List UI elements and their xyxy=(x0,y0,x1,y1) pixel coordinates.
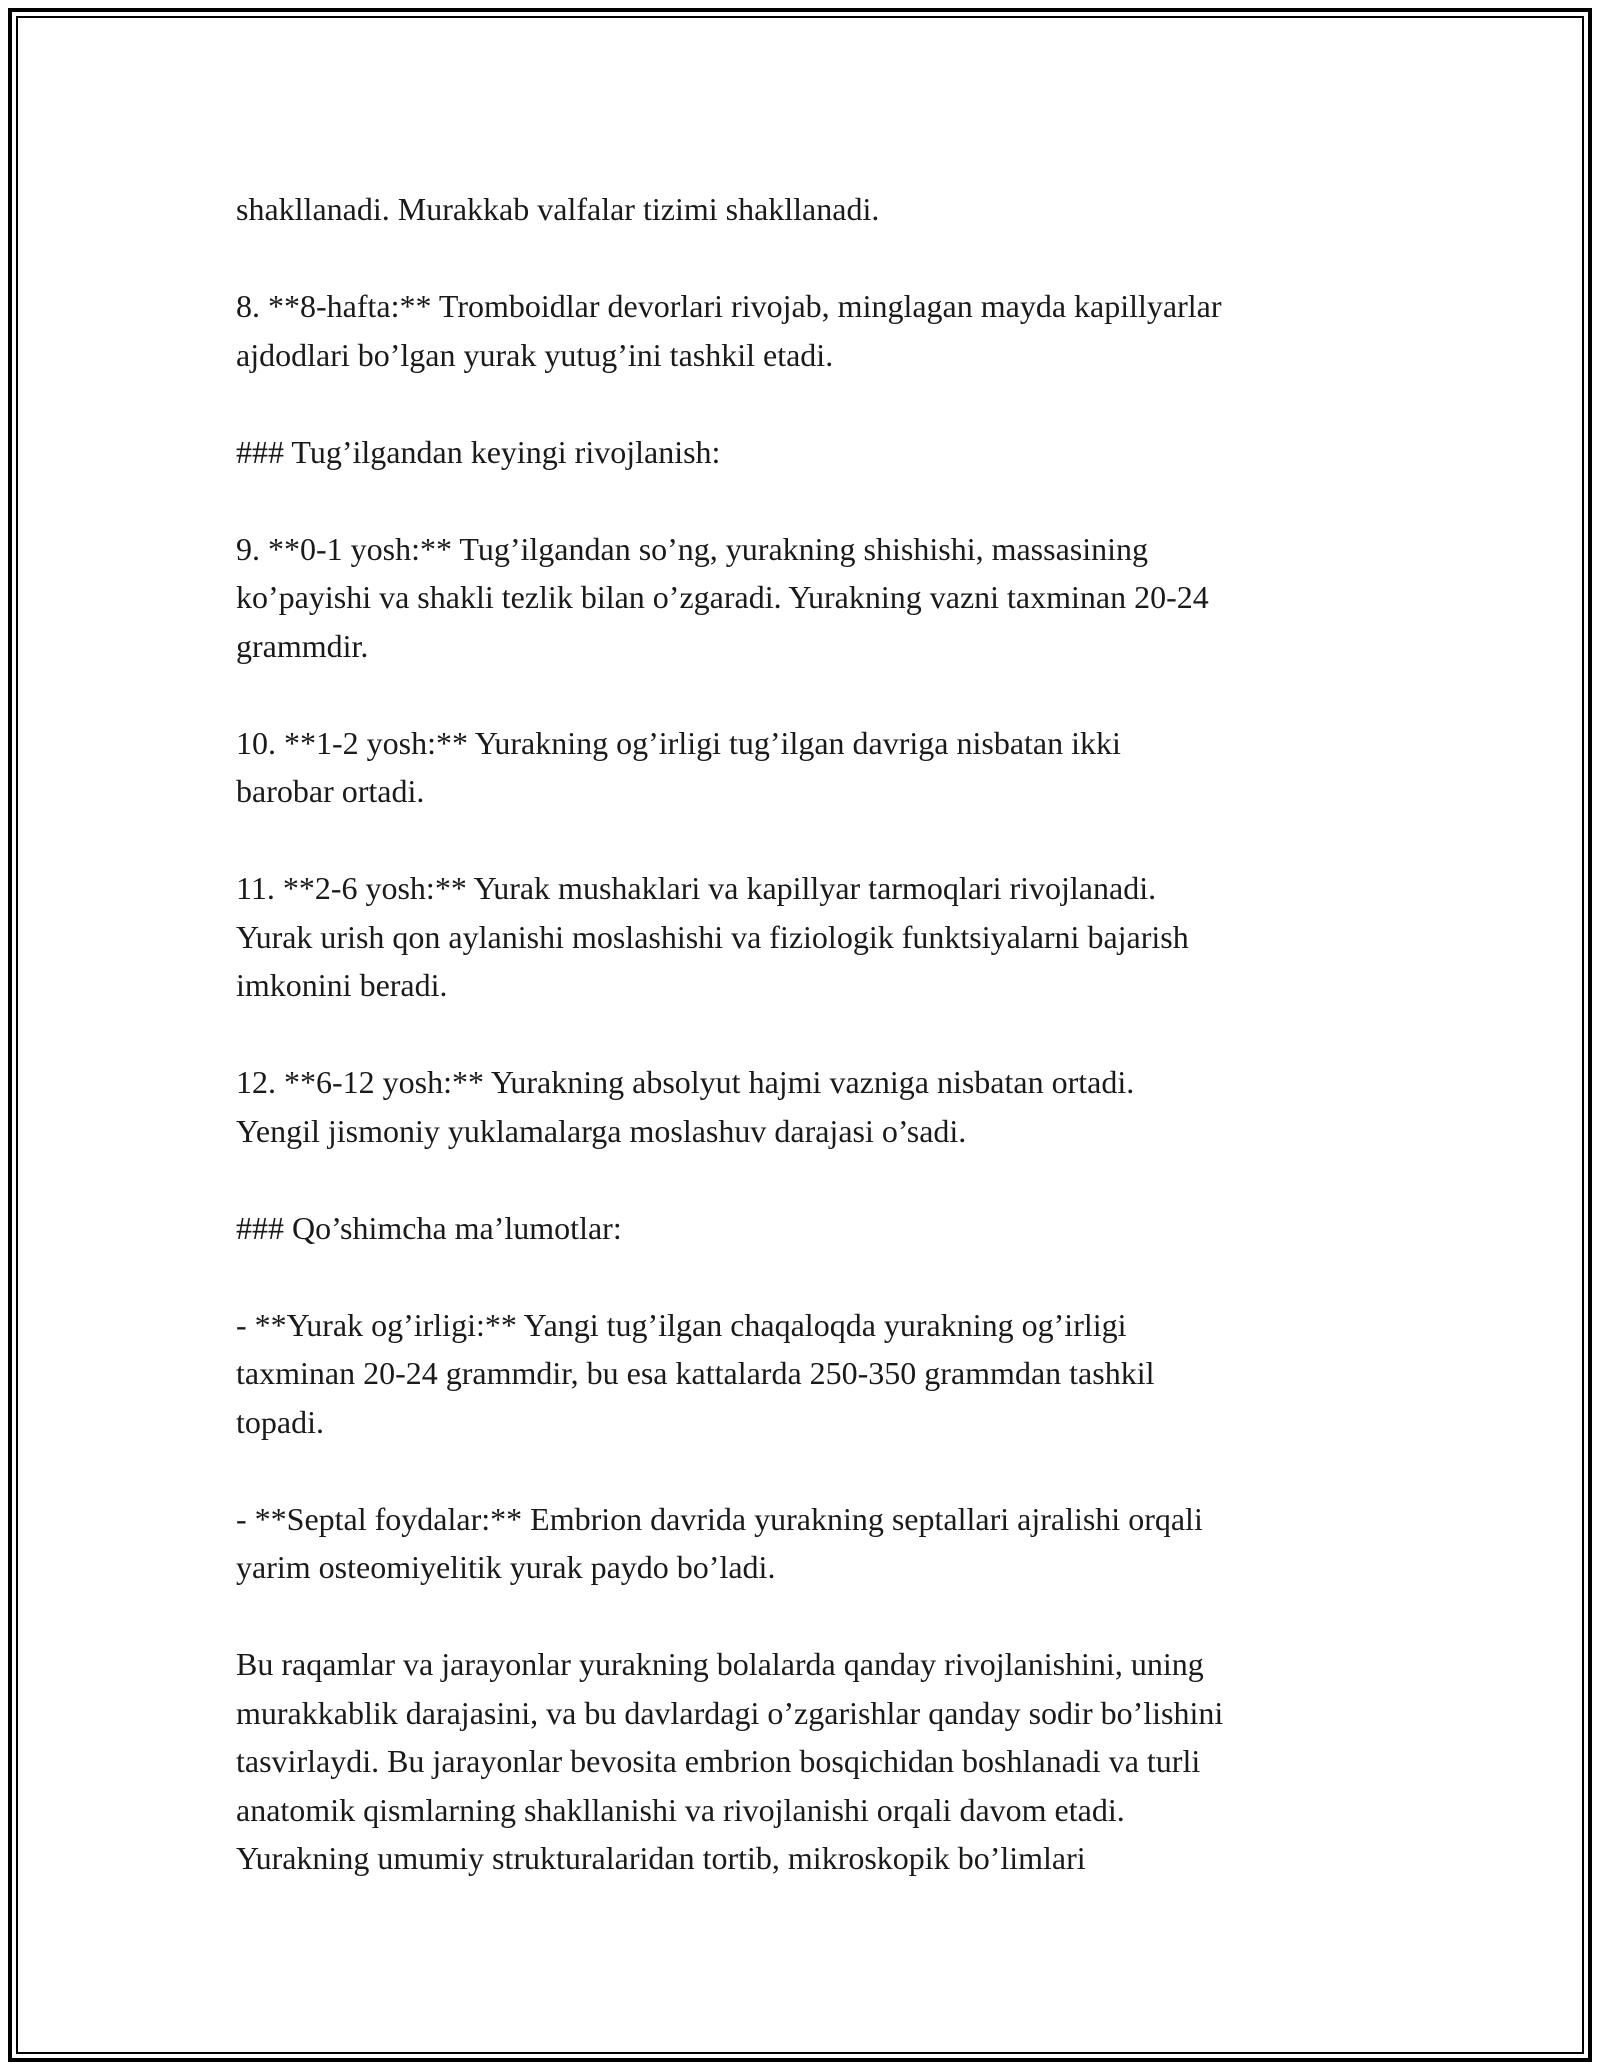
paragraph-age-1-2: 10. **1-2 yosh:** Yurakning og’irligi tug’ilgan davriga nisbatan ikki barobar ortadi. xyxy=(236,724,1121,809)
bullet-septal: - **Septal foydalar:** Embrion davrida yurakning septallari ajralishi orqali yarim osteomiyelitik yurak paydo bo’ladi. xyxy=(236,1500,1203,1585)
bullet-heart-weight: - **Yurak og’irligi:** Yangi tug’ilgan chaqaloqda yurakning og’irligi taxminan 20-24 grammdir, bu esa kattalarda 250-350 grammdan tashkil topadi. xyxy=(236,1306,1155,1440)
paragraph-week-8: 8. **8-hafta:** Tromboidlar devorlari rivojab, minglagan mayda kapillyarlar ajdodlari bo’lgan yurak yutug’ini tashkil etadi. xyxy=(236,288,1222,373)
paragraph-summary: Bu raqamlar va jarayonlar yurakning bolalarda qanday rivojlanishini, uning murakkablik darajasini, va bu davlardagi o’zgarishlar qanday sodir bo’lishini tasvirlaydi. Bu jarayonlar bevosita embrion bosqichidan boshlanadi va turli anatomik qismlarning shakllanishi va rivojlanishi orqali davom etadi. Yurakning umumiy strukturalaridan tortib, mikroskopik bo’limlari xyxy=(236,1646,1224,1876)
paragraph-age-2-6: 11. **2-6 yosh:** Yurak mushaklari va kapillyar tarmoqlari rivojlanadi. Yurak urish qon aylanishi moslashishi va fiziologik funktsiyalarni bajarish imkonini beradi. xyxy=(236,870,1189,1003)
paragraph-valves: shakllanadi. Murakkab valfalar tizimi shakllanadi. xyxy=(236,191,880,227)
heading-postnatal-development: ### Tug’ilgandan keyingi rivojlanish: xyxy=(236,433,721,470)
heading-additional-info: ### Qo’shimcha ma’lumotlar: xyxy=(236,1209,622,1246)
paragraph-age-6-12: 12. **6-12 yosh:** Yurakning absolyut hajmi vazniga nisbatan ortadi. Yengil jismoniy yuklamalarga moslashuv darajasi o’sadi. xyxy=(236,1064,1135,1149)
document-body xyxy=(236,185,1386,1883)
paragraph-age-0-1: 9. **0-1 yosh:** Tug’ilgandan so’ng, yurakning shishishi, massasining ko’payishi va shakli tezlik bilan o’zgaradi. Yurakning vazni taxminan 20-24 grammdir. xyxy=(236,530,1209,664)
